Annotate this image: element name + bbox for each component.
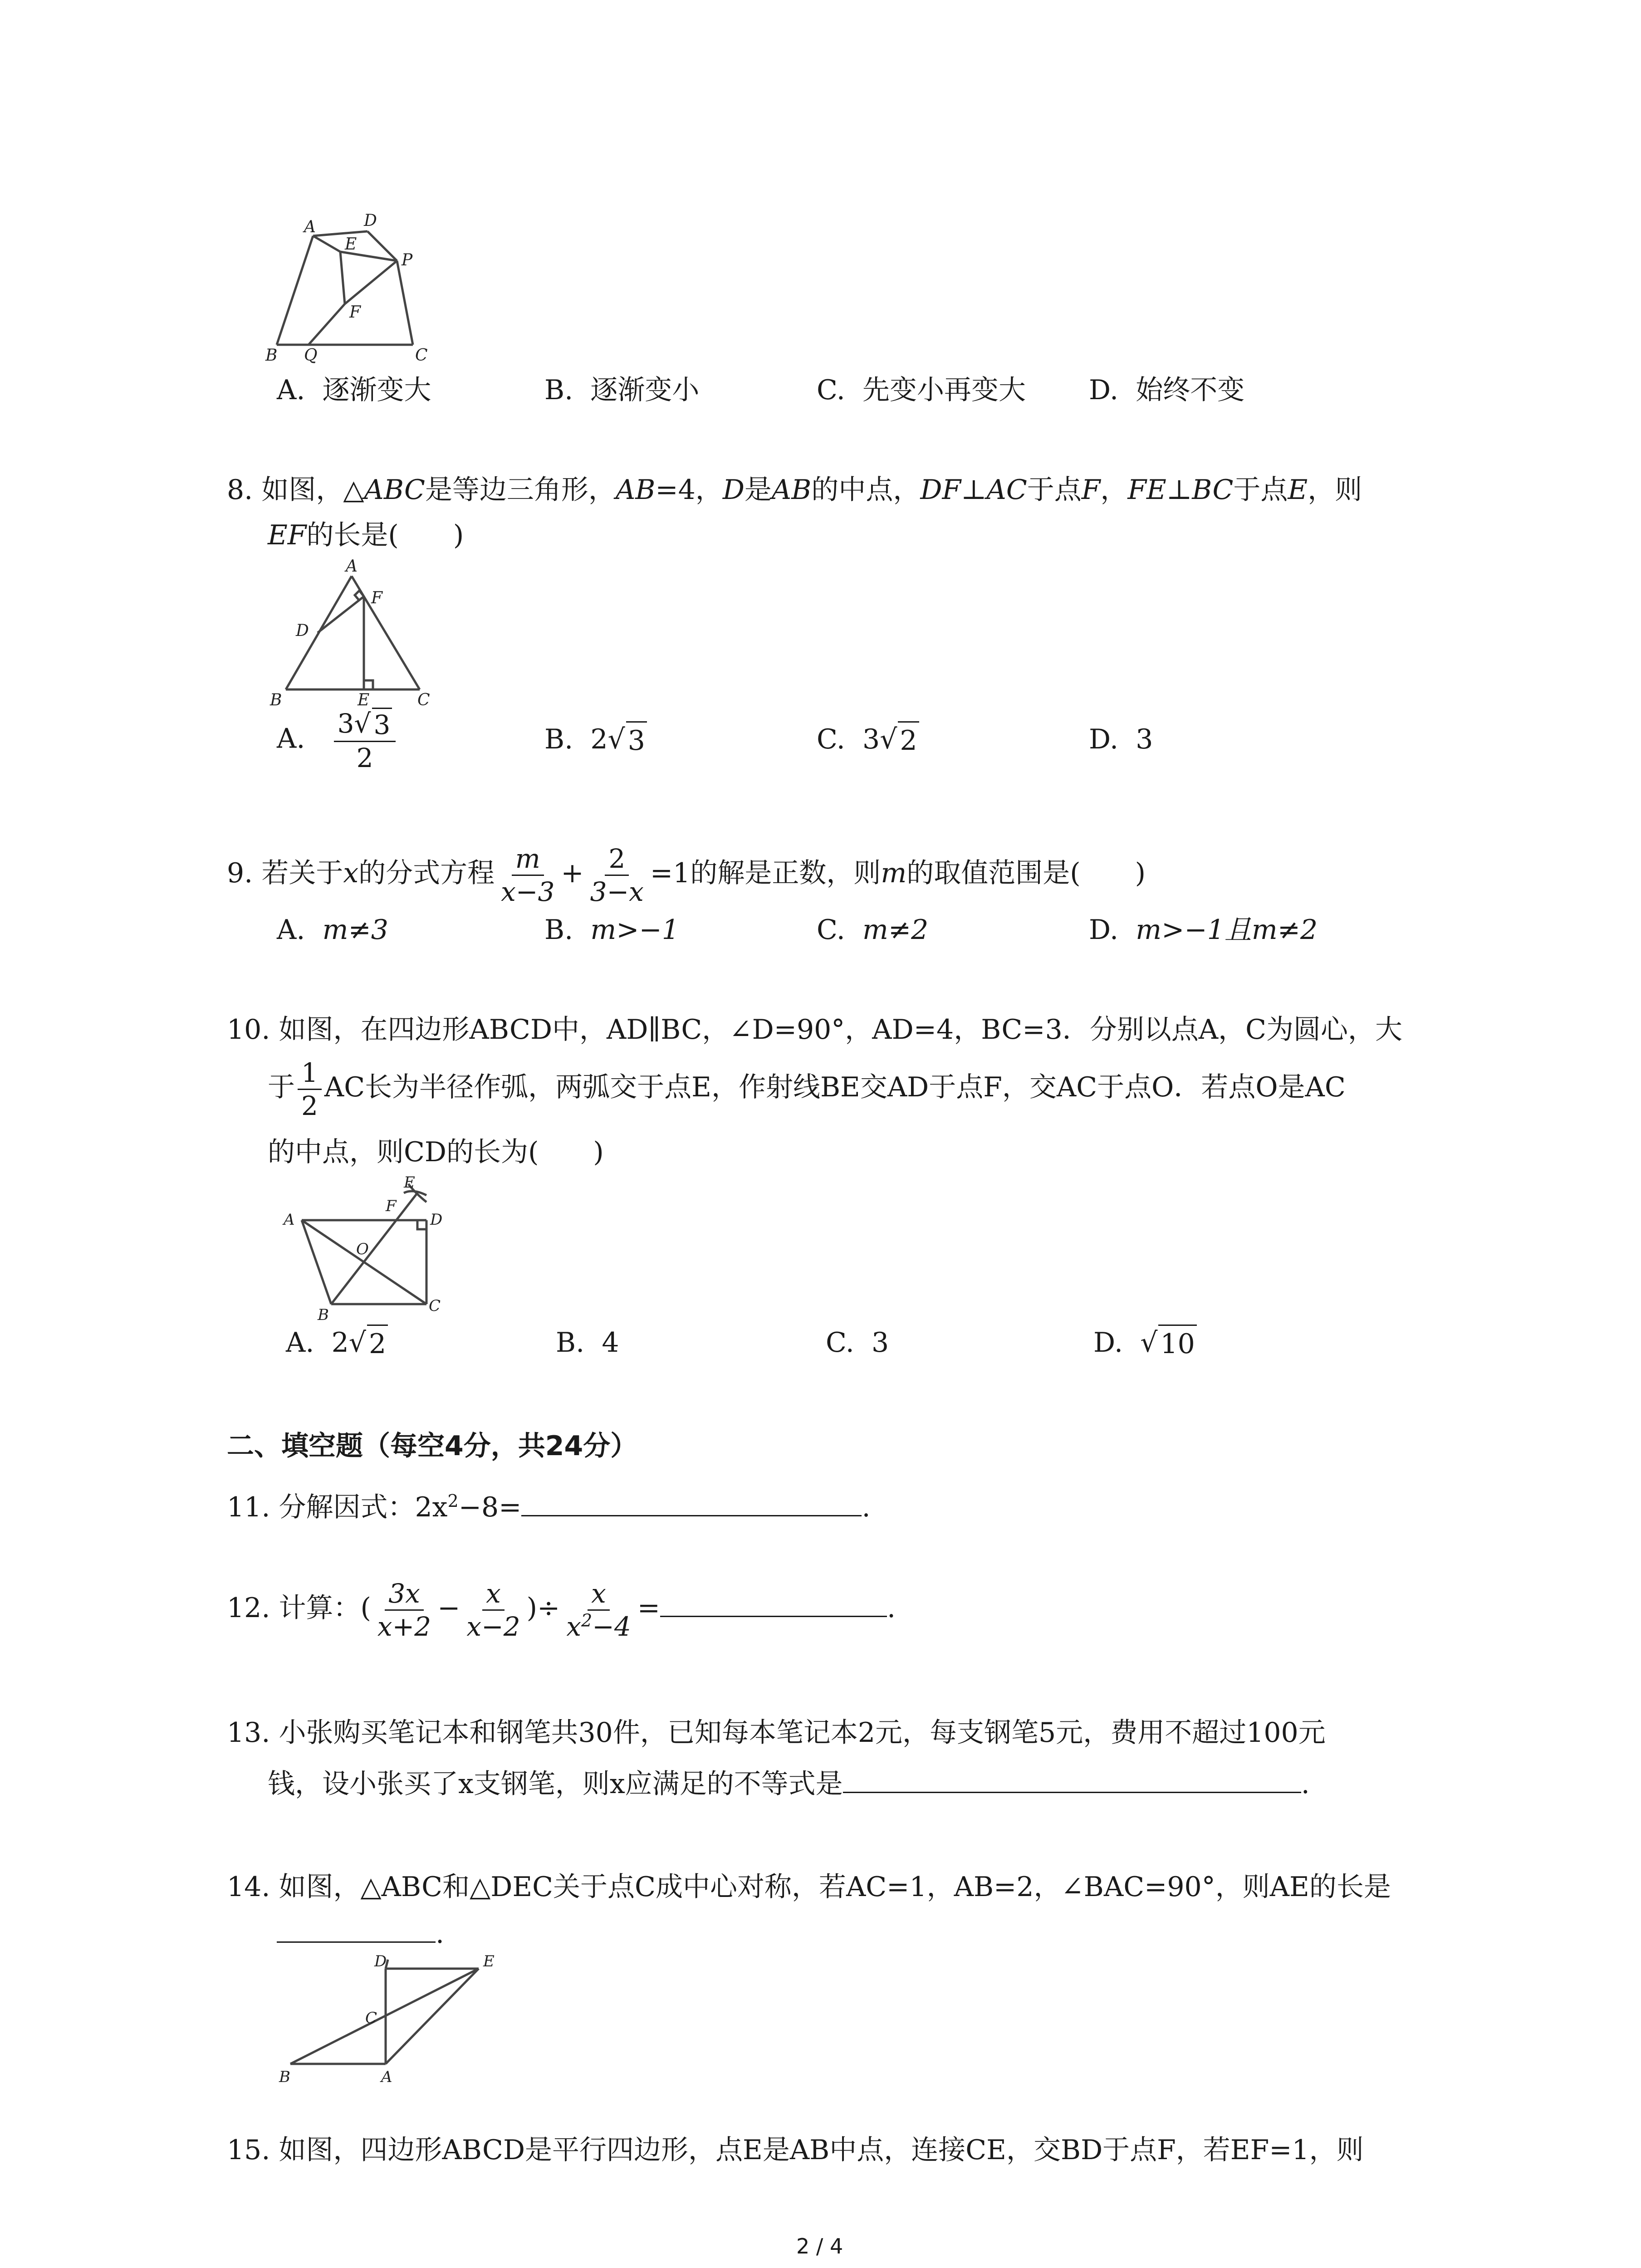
option-letter: D. [1089, 914, 1119, 946]
option-letter: C. [817, 914, 845, 946]
q12-line [227, 1574, 896, 1642]
frac-num: 1 [298, 1057, 322, 1090]
answer-blank[interactable] [843, 1765, 1301, 1793]
q8-text: =4， [655, 474, 723, 506]
radicand: 3 [372, 708, 392, 741]
option-text: m≠2 [862, 914, 929, 946]
q8-text: 于点 [1233, 474, 1288, 506]
q9-var: x [343, 857, 359, 889]
fraction [587, 843, 647, 908]
q10-label-c: C [429, 1297, 441, 1315]
q8-label-e: E [358, 691, 370, 709]
q10-option-c [826, 1325, 889, 1361]
q13-line-2 [268, 1765, 1310, 1802]
q14-figure [272, 1950, 499, 2088]
frac-den: 2 [301, 1090, 318, 1121]
q9-text: 的取值范围是( ) [906, 857, 1146, 889]
q10-line-2 [268, 1057, 1346, 1122]
frac-num: 3x [385, 1578, 424, 1611]
q7-label-a: A [304, 218, 316, 236]
q14-line-2 [277, 1914, 444, 1952]
option-letter: B. [544, 723, 573, 755]
coef: 2 [590, 723, 608, 755]
coef: 3 [862, 723, 880, 755]
q12-end: . [887, 1592, 896, 1624]
frac-den: 3−x [590, 876, 644, 907]
question-number: 14. [227, 1871, 270, 1903]
fraction [497, 843, 558, 908]
q8-var: AB [771, 474, 812, 506]
question-number: 9. [227, 857, 253, 889]
q10-label-a: A [284, 1211, 295, 1229]
q8-var: AB [615, 474, 656, 506]
answer-blank[interactable] [277, 1914, 436, 1943]
q10-label-d: D [430, 1211, 443, 1229]
fraction-half [298, 1057, 322, 1122]
q8-var: ABC [364, 474, 425, 506]
radicand: 2 [367, 1325, 388, 1362]
q14-label-c: C [365, 2009, 377, 2027]
q8-line-2 [268, 517, 464, 553]
option-text: 4 [602, 1327, 619, 1359]
q14-label-d: D [374, 1952, 387, 1970]
q9-line-1 [227, 839, 1146, 908]
question-number: 15. [227, 2134, 270, 2166]
q8-text: 的长是( ) [306, 519, 464, 551]
frac-den: x+2 [377, 1611, 431, 1642]
q7-label-b: B [265, 346, 278, 365]
q9-text: 的分式方程 [358, 857, 495, 889]
q7-option-a [277, 372, 431, 408]
question-number: 12. [227, 1592, 270, 1624]
section-title [227, 1424, 637, 1463]
q8-text: 如图，△ [261, 474, 364, 506]
q9-option-c [817, 912, 928, 948]
option-text: 逐渐变小 [590, 374, 700, 406]
q10-label-o: O [356, 1240, 369, 1258]
radicand: 3 [626, 721, 647, 759]
option-letter: A. [286, 1327, 314, 1359]
q9-text: 若关于 [261, 857, 343, 889]
q15-line-1 [227, 2132, 1364, 2168]
q11-line [227, 1488, 871, 1525]
q8-label-f: F [371, 589, 382, 607]
answer-blank[interactable] [521, 1488, 862, 1516]
fraction [463, 1578, 524, 1642]
question-number: 8. [227, 474, 253, 506]
q7-label-d: D [364, 211, 377, 230]
q9-text: + [561, 857, 584, 889]
q14-label-a: A [381, 2068, 392, 2086]
q10-label-e: E [404, 1173, 415, 1192]
q7-label-e: E [345, 235, 357, 254]
q8-option-d [1089, 721, 1153, 758]
q11-end: . [862, 1491, 871, 1523]
q8-line-1 [227, 472, 1362, 508]
q13-line-1 [227, 1715, 1326, 1751]
q14-label-e: E [483, 1952, 495, 1970]
q10-line-3 [268, 1134, 604, 1170]
question-number: 13. [227, 1717, 270, 1749]
q8-var: F [1081, 474, 1101, 506]
option-text: 3 [872, 1327, 889, 1359]
option-letter: C. [817, 374, 845, 406]
q7-label-p: P [402, 251, 413, 269]
q9-option-a [277, 912, 388, 948]
q8-text: ⊥ [1166, 474, 1192, 506]
q7-label-c: C [415, 346, 428, 365]
q7-option-d [1089, 372, 1244, 408]
question-number: 10. [227, 1014, 270, 1046]
q13-text: 小张购买笔记本和钢笔共30件，已知每本笔记本2元，每支钢笔5元，费用不超过100元 [279, 1717, 1326, 1749]
radicand: 2 [898, 721, 919, 759]
q10-text: 于 [268, 1071, 295, 1104]
q10-text: AC长为半径作弧，两弧交于点E，作射线BE交AD于点F，交AC于点O．若点O是AC [324, 1071, 1346, 1104]
q8-text: 是等边三角形， [425, 474, 616, 506]
q7-option-b [544, 372, 699, 408]
frac-den: 2 [356, 743, 373, 773]
q8-var: E [1288, 474, 1308, 506]
option-text: m≠3 [322, 914, 388, 946]
page-number: 2 / 4 [796, 2234, 843, 2258]
q15-text: 如图，四边形ABCD是平行四边形，点E是AB中点，连接CE，交BD于点F，若EF=1，则 [279, 2134, 1364, 2166]
q9-text: =1的解是正数，则 [650, 857, 881, 889]
q8-text: 是 [744, 474, 772, 506]
frac-den: x−3 [501, 876, 555, 907]
q8-var: D [722, 474, 745, 506]
frac-num: m [512, 843, 544, 876]
option-letter: A. [277, 374, 305, 406]
option-text: m>−1且m≠2 [1136, 914, 1318, 946]
q7-diagram [259, 209, 449, 363]
frac-num: 3 [337, 708, 354, 739]
q8-diagram [259, 558, 449, 712]
frac-num: 2 [605, 843, 629, 876]
q8-label-d: D [296, 621, 309, 640]
q10-line-1 [227, 1012, 1402, 1048]
coef: 2 [331, 1327, 349, 1359]
q9-option-d [1089, 912, 1318, 948]
q13-end: . [1301, 1768, 1310, 1800]
q8-text: 于点 [1027, 474, 1082, 506]
q8-var: FE [1127, 474, 1166, 506]
option-letter: D. [1089, 723, 1119, 755]
q8-var: AC [986, 474, 1027, 506]
q13-text: 钱，设小张买了x支钢笔，则x应满足的不等式是 [268, 1768, 843, 1800]
q12-text: − [437, 1592, 460, 1624]
q10-label-f: F [386, 1197, 397, 1215]
q14-label-b: B [279, 2068, 290, 2086]
q8-var: DF [920, 474, 961, 506]
option-letter: B. [556, 1327, 585, 1359]
option-letter: C. [826, 1327, 854, 1359]
option-letter: B. [544, 914, 573, 946]
q8-text: 的中点， [811, 474, 921, 506]
q11-text: −8= [458, 1491, 522, 1523]
option-text: 3 [1136, 723, 1153, 755]
q10-option-a: A. 2 √ 2 [286, 1325, 388, 1362]
q8-figure [259, 558, 449, 714]
q10-diagram [277, 1175, 467, 1325]
frac-den: x [566, 1611, 582, 1642]
q8-label-b: B [270, 691, 282, 709]
q8-option-b: B. 2 √ 3 [544, 721, 647, 759]
q9-option-b [544, 912, 679, 948]
q12-text: 计算：( [279, 1592, 371, 1624]
fraction [563, 1578, 634, 1642]
q10-label-b: B [318, 1306, 329, 1324]
q14-text: 如图，△ABC和△DEC关于点C成中心对称，若AC=1，AB=2，∠BAC=90°，则AE的长是 [279, 1871, 1391, 1903]
q7-option-c [817, 372, 1026, 408]
fraction: 3 √ 3 2 [334, 708, 396, 774]
q10-option-b [556, 1325, 619, 1361]
q10-figure [277, 1175, 467, 1326]
option-letter: D. [1093, 1327, 1123, 1359]
q14-line-1 [227, 1869, 1391, 1905]
option-text: 先变小再变大 [862, 374, 1026, 406]
option-letter: A. [277, 723, 305, 755]
q10-text: 如图，在四边形ABCD中，AD∥BC，∠D=90°，AD=4，BC=3．分别以点A，C为圆心，大 [279, 1014, 1402, 1046]
q8-text: ， [1100, 474, 1128, 506]
option-text: 始终不变 [1136, 374, 1245, 406]
q8-option-c: C. 3 √ 2 [817, 721, 919, 759]
q12-text: )÷ [526, 1592, 560, 1624]
option-letter: B. [544, 374, 573, 406]
q14-end: . [436, 1918, 445, 1950]
q8-label-c: C [417, 691, 430, 709]
page-footer [796, 2234, 843, 2258]
q11-sup: 2 [447, 1491, 459, 1511]
q7-figure [259, 209, 449, 365]
option-letter: D. [1089, 374, 1119, 406]
frac-den-tail: −4 [592, 1611, 631, 1642]
q8-var: EF [268, 519, 307, 551]
q10-option-d: D. √ 10 [1093, 1325, 1197, 1362]
q9-var: m [881, 857, 907, 889]
fraction [374, 1578, 435, 1642]
option-text: m>−1 [590, 914, 679, 946]
frac-den-sup: 2 [581, 1610, 593, 1631]
option-letter: A. [277, 914, 305, 946]
q12-text: = [637, 1592, 661, 1624]
q14-diagram [272, 1950, 499, 2087]
q7-label-f: F [349, 303, 361, 322]
option-letter: C. [817, 723, 845, 755]
q8-option-a [277, 708, 398, 774]
section-title-text: 二、填空题（每空4分，共24分） [227, 1430, 638, 1462]
q7-label-q: Q [304, 346, 318, 365]
q10-text: 的中点，则CD的长为( ) [268, 1136, 604, 1168]
question-number: 11. [227, 1491, 270, 1523]
q8-label-a: A [346, 557, 358, 576]
frac-den: x−2 [466, 1611, 520, 1642]
frac-num: x [482, 1578, 505, 1611]
frac-num: x [588, 1578, 610, 1611]
q8-text: ⊥ [961, 474, 987, 506]
q8-var: BC [1192, 474, 1234, 506]
answer-blank[interactable] [660, 1589, 887, 1617]
option-text: 逐渐变大 [322, 374, 431, 406]
q8-text: ，则 [1308, 474, 1362, 506]
q11-text: 分解因式：2x [279, 1491, 448, 1523]
radicand: 10 [1158, 1325, 1196, 1362]
